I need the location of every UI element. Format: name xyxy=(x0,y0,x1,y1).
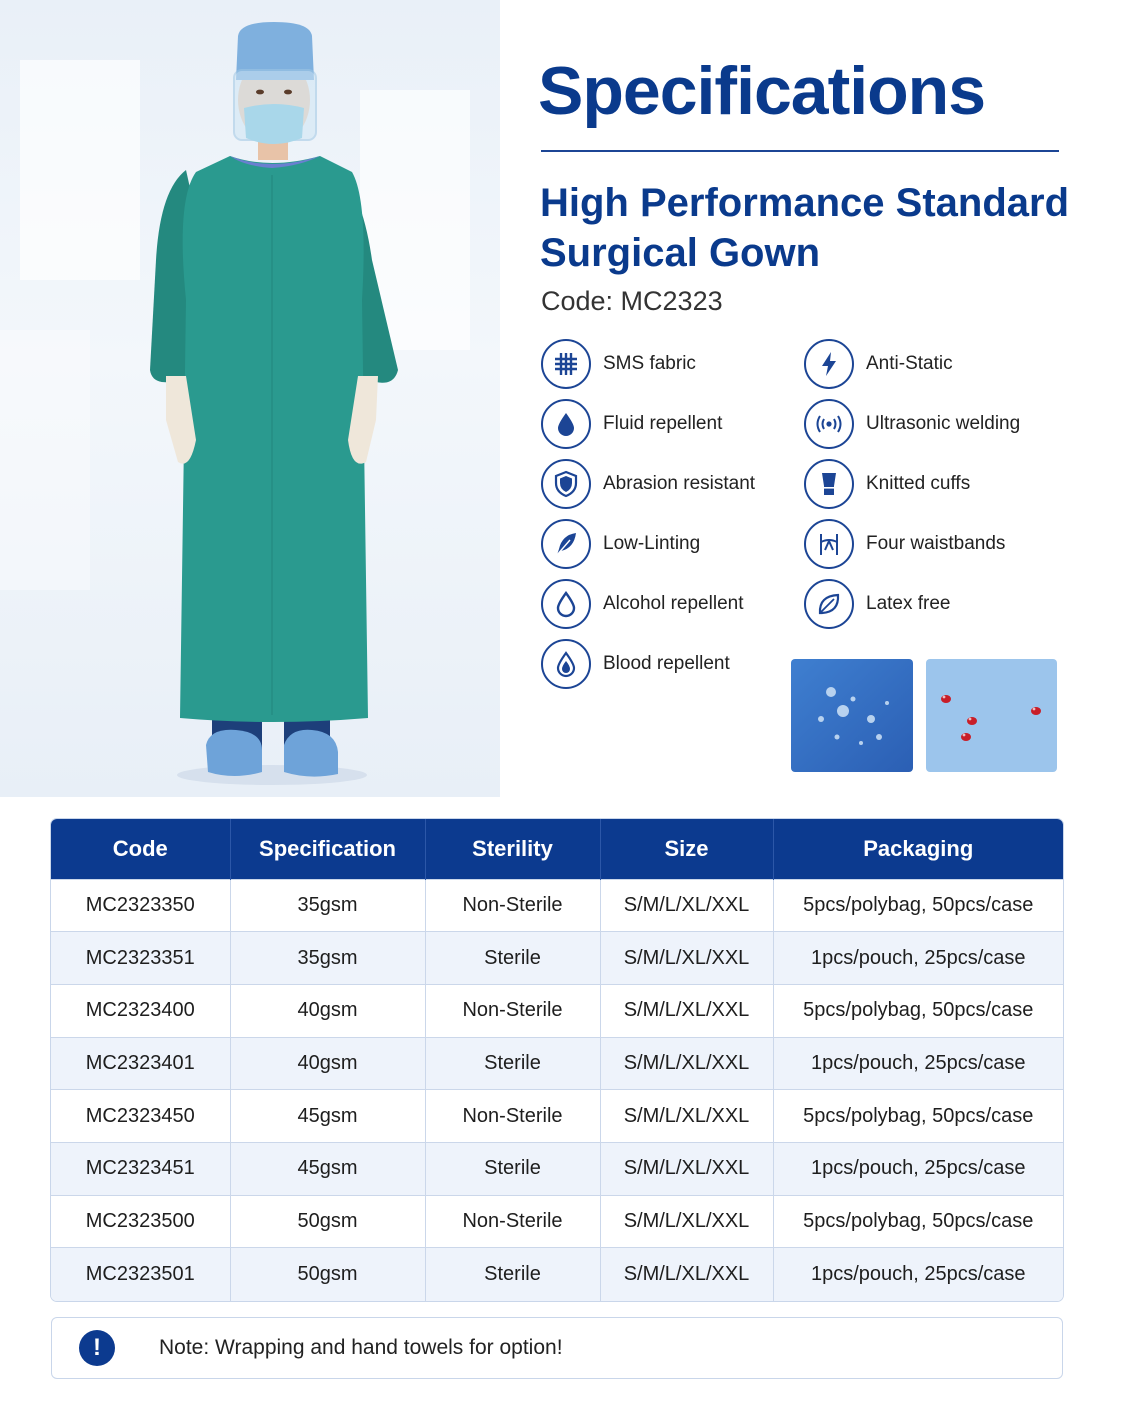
table-row xyxy=(51,1195,1063,1248)
drop-outline-icon xyxy=(541,579,591,629)
grid-icon xyxy=(541,339,591,389)
cell-size: S/M/L/XL/XXL xyxy=(600,1195,773,1248)
cell-code: MC2323401 xyxy=(51,1037,230,1090)
cell-packaging: 5pcs/polybag, 50pcs/case xyxy=(773,1195,1063,1248)
cell-code: MC2323501 xyxy=(51,1248,230,1301)
cuff-icon xyxy=(804,459,854,509)
cell-specification: 40gsm xyxy=(230,1037,425,1090)
cell-sterility: Non-Sterile xyxy=(425,1195,600,1248)
feature-label: Four waistbands xyxy=(866,533,1006,554)
waistband-icon xyxy=(804,519,854,569)
cell-specification: 45gsm xyxy=(230,1142,425,1195)
cell-code: MC2323351 xyxy=(51,932,230,985)
cell-size: S/M/L/XL/XXL xyxy=(600,1037,773,1090)
product-name xyxy=(540,178,1080,278)
cell-packaging: 1pcs/pouch, 25pcs/case xyxy=(773,1248,1063,1301)
page-title: Specifications xyxy=(538,53,986,129)
fabric-water-droplets-photo xyxy=(791,659,913,772)
feature-anti-static xyxy=(804,339,953,389)
surgeon-in-gown-illustration xyxy=(0,0,500,797)
feature-label: Knitted cuffs xyxy=(866,473,971,494)
water-drop-icon xyxy=(541,399,591,449)
cell-size: S/M/L/XL/XXL xyxy=(600,1090,773,1143)
specification-table xyxy=(51,819,1063,1301)
note-box xyxy=(51,1317,1063,1379)
feature-knitted-cuffs xyxy=(804,459,970,509)
feature-fluid-repellent xyxy=(541,399,722,449)
lightning-icon xyxy=(804,339,854,389)
column-header-specification: Specification xyxy=(230,819,425,879)
cell-size: S/M/L/XL/XXL xyxy=(600,879,773,932)
feature-sms-fabric xyxy=(541,339,696,389)
column-header-packaging: Packaging xyxy=(773,819,1063,879)
feature-label: Ultrasonic welding xyxy=(866,413,1021,434)
feature-label: Anti-Static xyxy=(866,353,953,374)
cell-specification: 35gsm xyxy=(230,932,425,985)
cell-packaging: 1pcs/pouch, 25pcs/case xyxy=(773,1142,1063,1195)
cell-code: MC2323350 xyxy=(51,879,230,932)
fabric-blood-droplets-photo xyxy=(926,659,1057,772)
product-name-line2: Surgical Gown xyxy=(540,231,821,275)
cell-specification: 50gsm xyxy=(230,1248,425,1301)
column-header-sterility: Sterility xyxy=(425,819,600,879)
table-row xyxy=(51,1037,1063,1090)
cell-sterility: Sterile xyxy=(425,1037,600,1090)
feature-label: Latex free xyxy=(866,593,951,614)
cell-packaging: 5pcs/polybag, 50pcs/case xyxy=(773,879,1063,932)
cell-size: S/M/L/XL/XXL xyxy=(600,984,773,1037)
product-name-line1: High Performance Standard xyxy=(540,181,1070,225)
cell-code: MC2323500 xyxy=(51,1195,230,1248)
feature-ultrasonic-welding xyxy=(804,399,1020,449)
cell-packaging: 1pcs/pouch, 25pcs/case xyxy=(773,932,1063,985)
cell-code: MC2323450 xyxy=(51,1090,230,1143)
feature-latex-free xyxy=(804,579,951,629)
cell-specification: 40gsm xyxy=(230,984,425,1037)
feature-low-linting xyxy=(541,519,700,569)
table-row xyxy=(51,879,1063,932)
product-photo xyxy=(0,0,500,797)
cell-size: S/M/L/XL/XXL xyxy=(600,1248,773,1301)
feature-alcohol-repellent xyxy=(541,579,743,629)
cell-sterility: Non-Sterile xyxy=(425,984,600,1037)
table-row xyxy=(51,1142,1063,1195)
cell-sterility: Sterile xyxy=(425,932,600,985)
feature-blood-repellent xyxy=(541,639,730,689)
exclamation-icon: ! xyxy=(79,1330,115,1366)
blood-drop-icon xyxy=(541,639,591,689)
title-divider xyxy=(541,150,1059,152)
cell-specification: 45gsm xyxy=(230,1090,425,1143)
cell-sterility: Sterile xyxy=(425,1248,600,1301)
column-header-size: Size xyxy=(600,819,773,879)
table-row xyxy=(51,1248,1063,1301)
note-text: Note: Wrapping and hand towels for option! xyxy=(159,1336,563,1359)
cell-specification: 35gsm xyxy=(230,879,425,932)
cell-packaging: 1pcs/pouch, 25pcs/case xyxy=(773,1037,1063,1090)
cell-specification: 50gsm xyxy=(230,1195,425,1248)
feature-label: Blood repellent xyxy=(603,653,730,674)
feature-label: Abrasion resistant xyxy=(603,473,756,494)
leaf-icon xyxy=(804,579,854,629)
cell-sterility: Non-Sterile xyxy=(425,1090,600,1143)
feather-icon xyxy=(541,519,591,569)
table-row xyxy=(51,932,1063,985)
feature-label: Fluid repellent xyxy=(603,413,723,434)
cell-sterility: Non-Sterile xyxy=(425,879,600,932)
cell-packaging: 5pcs/polybag, 50pcs/case xyxy=(773,984,1063,1037)
feature-label: Alcohol repellent xyxy=(603,593,744,614)
column-header-code: Code xyxy=(51,819,230,879)
cell-packaging: 5pcs/polybag, 50pcs/case xyxy=(773,1090,1063,1143)
feature-abrasion-resistant xyxy=(541,459,755,509)
feature-four-waistbands xyxy=(804,519,1005,569)
table-header-row xyxy=(51,819,1063,879)
cell-size: S/M/L/XL/XXL xyxy=(600,1142,773,1195)
feature-label: SMS fabric xyxy=(603,353,696,374)
cell-code: MC2323451 xyxy=(51,1142,230,1195)
table-row xyxy=(51,984,1063,1037)
shield-icon xyxy=(541,459,591,509)
cell-code: MC2323400 xyxy=(51,984,230,1037)
cell-size: S/M/L/XL/XXL xyxy=(600,932,773,985)
ultrasonic-icon xyxy=(804,399,854,449)
cell-sterility: Sterile xyxy=(425,1142,600,1195)
product-code: Code: MC2323 xyxy=(541,286,723,316)
table-row xyxy=(51,1090,1063,1143)
feature-label: Low-Linting xyxy=(603,533,701,554)
